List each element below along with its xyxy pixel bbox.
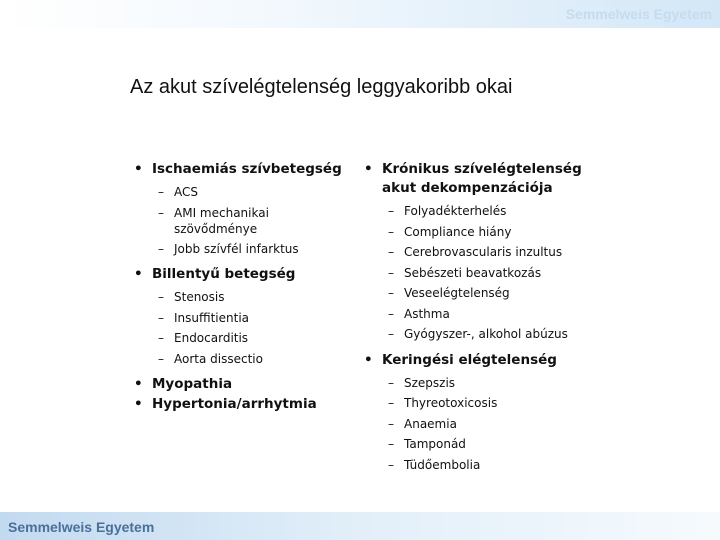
dash-icon: – — [158, 331, 164, 345]
list-item: – Cerebrovascularis inzultus — [388, 242, 594, 263]
bullet-icon: • — [134, 376, 143, 392]
list-item: – Jobb szívfél infarktus — [158, 239, 354, 260]
dash-icon: – — [158, 310, 164, 325]
right-column — [364, 160, 594, 475]
bullet-icon: • — [364, 161, 373, 177]
bullet-icon: • — [134, 396, 143, 412]
cause-group — [134, 160, 354, 259]
left-column — [134, 160, 354, 414]
list-item: – Tüdőembolia — [388, 455, 594, 476]
header-bar — [0, 0, 720, 28]
dash-icon: – — [158, 241, 164, 256]
bullet-icon: • — [364, 351, 373, 368]
list-item: – Asthma — [388, 304, 594, 325]
bullet-icon: • — [134, 266, 143, 282]
bullet-icon: • — [134, 161, 143, 177]
list-item: – Stenosis — [158, 287, 354, 308]
dash-icon: – — [388, 265, 394, 280]
list-item: – ACS — [158, 182, 354, 203]
cause-group — [134, 265, 354, 369]
list-item: – Thyreotoxicosis — [388, 393, 594, 414]
sub-list — [388, 373, 594, 476]
sub-list — [158, 182, 354, 259]
dash-icon: – — [388, 327, 394, 341]
header-brand: Semmelweis Egyetem — [565, 6, 712, 22]
cause-heading: Billentyű betegség — [152, 266, 296, 282]
list-item: – Folyadékterhelés — [388, 201, 594, 222]
footer-bar — [0, 512, 720, 540]
dash-icon: – — [388, 224, 394, 239]
cause-group — [364, 351, 594, 476]
cause-heading: Keringési elégtelenség — [382, 351, 557, 368]
list-item: – AMI mechanikai szövődménye — [158, 203, 354, 239]
dash-icon: – — [388, 245, 394, 259]
cause-heading: Myopathia — [152, 376, 233, 392]
list-item: – Sebészeti beavatkozás — [388, 263, 594, 284]
list-item: – Aorta dissectio — [158, 349, 354, 370]
list-item: – Szepszis — [388, 373, 594, 394]
dash-icon: – — [158, 290, 164, 304]
cause-group — [134, 395, 354, 414]
cause-group — [134, 375, 354, 394]
cause-heading: Ischaemiás szívbetegség — [152, 161, 342, 177]
sub-list — [388, 201, 594, 345]
cause-heading: Hypertonia/arrhytmia — [152, 396, 317, 412]
dash-icon: – — [388, 416, 394, 431]
list-item: – Endocarditis — [158, 328, 354, 349]
dash-icon: – — [388, 204, 394, 218]
dash-icon: – — [388, 306, 394, 321]
dash-icon: – — [158, 205, 164, 220]
dash-icon: – — [158, 351, 164, 366]
dash-icon: – — [158, 185, 164, 199]
list-item: – Insuffitientia — [158, 308, 354, 329]
dash-icon: – — [388, 457, 394, 472]
list-item: – Tamponád — [388, 434, 594, 455]
dash-icon: – — [388, 286, 394, 300]
cause-heading: Krónikus szívelégtelenség akut dekompenzációja — [382, 161, 582, 196]
sub-list — [158, 287, 354, 369]
slide-title: Az akut szívelégtelenség leggyakoribb okai — [130, 76, 513, 98]
footer-brand: Semmelweis Egyetem — [8, 519, 155, 535]
dash-icon: – — [388, 396, 394, 410]
list-item: – Anaemia — [388, 414, 594, 435]
cause-group — [364, 160, 594, 345]
list-item: – Gyógyszer-, alkohol abúzus — [388, 324, 594, 345]
list-item: – Veseelégtelenség — [388, 283, 594, 304]
list-item: – Compliance hiány — [388, 222, 594, 243]
dash-icon: – — [388, 375, 394, 390]
dash-icon: – — [388, 437, 394, 451]
